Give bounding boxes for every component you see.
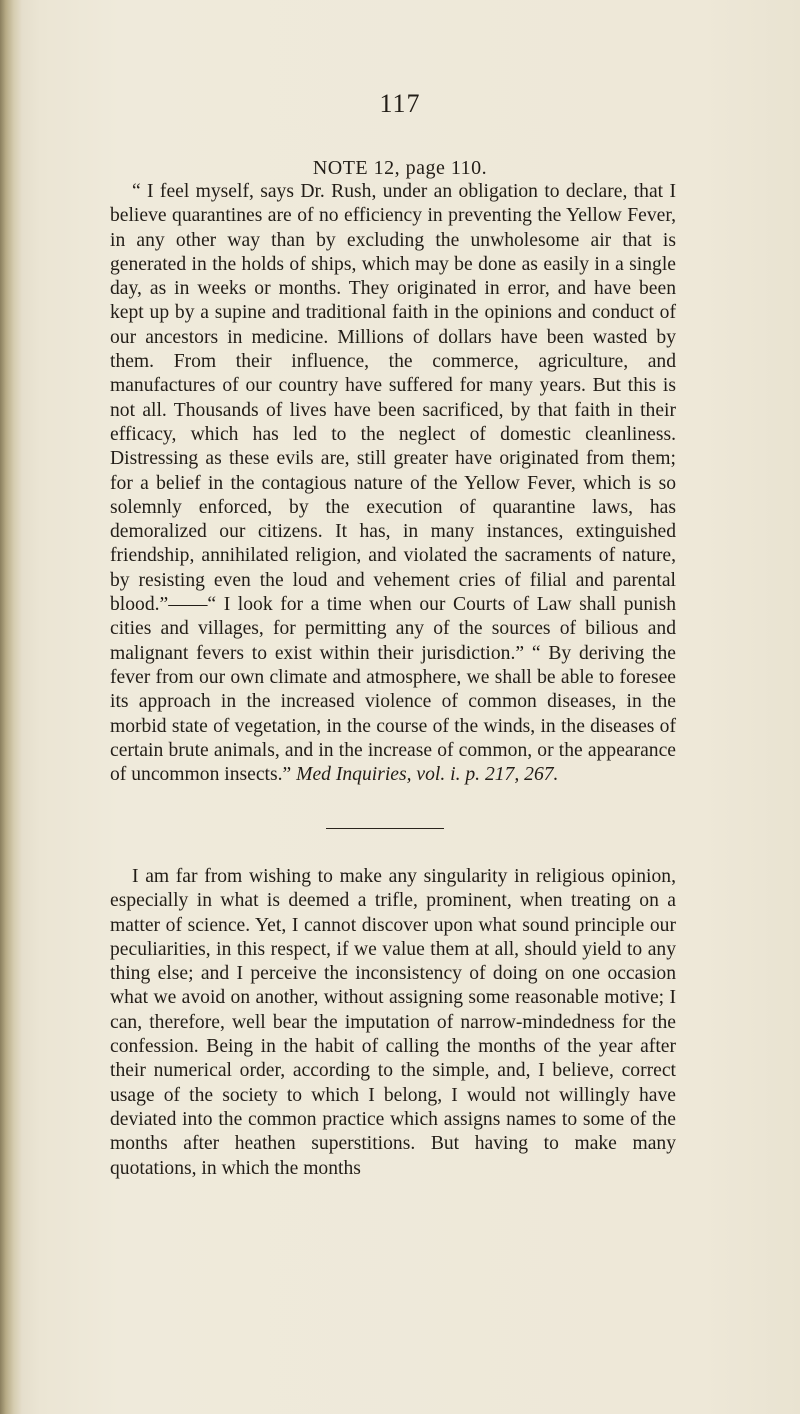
quoted-passage	[110, 180, 676, 787]
quote-citation: Med Inquiries, vol. i. p. 217, 267.	[296, 764, 559, 786]
body-text: I am far from wishing to make any singularity in religious opinion, especially in what is deemed a trifle, prominent, when treating on a matter of science. Yet, I cannot discover upon what sound principle our peculiarities, in this respect, if we value them at all, should yield to any thing else; and I perceive the inconsistency of doing on one occasion what we avoid on another, without assigning some reasonable motive; I can, therefore, well bear the imputation of narrow-mindedness for the confession. Being in the habit of calling the months of the year after their numerical order, according to the simple, and, I believe, correct usage of the society to which I belong, I would not willingly have deviated into the common practice which assigns names to some of the months after heathen superstitions. But having to make many quotations, in which the months	[110, 866, 676, 1179]
binding-gutter	[0, 0, 22, 1414]
body-paragraph	[110, 865, 676, 1181]
section-divider	[326, 828, 444, 829]
note-heading: NOTE 12, page 110.	[312, 157, 488, 179]
page-number: 117	[379, 89, 421, 118]
quote-text: “ I feel myself, says Dr. Rush, under an obligation to declare, that I believe quarantines are of no efficiency in preventing the Yellow Fever, in any other way than by excluding the unwholesome air that is generated in the holds of ships, which may be done as easily in a single day, as in weeks or months. They originated in error, and have been kept up by a supine and traditional faith in the opinions and conduct of our ancestors in medicine. Millions of dollars have been wasted by them. From their influence, the commerce, agriculture, and manufactures of our country have suffered for many years. But this is not all. Thousands of lives have been sacrificed, by that faith in their efficacy, which has led to the neglect of domestic cleanliness. Distressing as these evils are, still greater have originated from them; for a belief in the contagious nature of the Yellow Fever, which is so solemnly enforced, by the execution of quarantine laws, has demoralized our citizens. It has, in many instances, extinguished friendship, annihilated religion, and violated the sacraments of nature, by resisting even the loud and vehement cries of filial and parental blood.”——“ I look for a time when our Courts of Law shall punish cities and villages, for permitting any of the sources of bilious and malignant fevers to exist within their jurisdiction.” “ By deriving the fever from our own climate and atmosphere, we shall be able to foresee its approach in the increased violence of common diseases, in the morbid state of vegetation, in the course of the winds, in the diseases of certain brute animals, and in the increase of common, or the appearance of uncommon insects.”	[110, 181, 676, 786]
